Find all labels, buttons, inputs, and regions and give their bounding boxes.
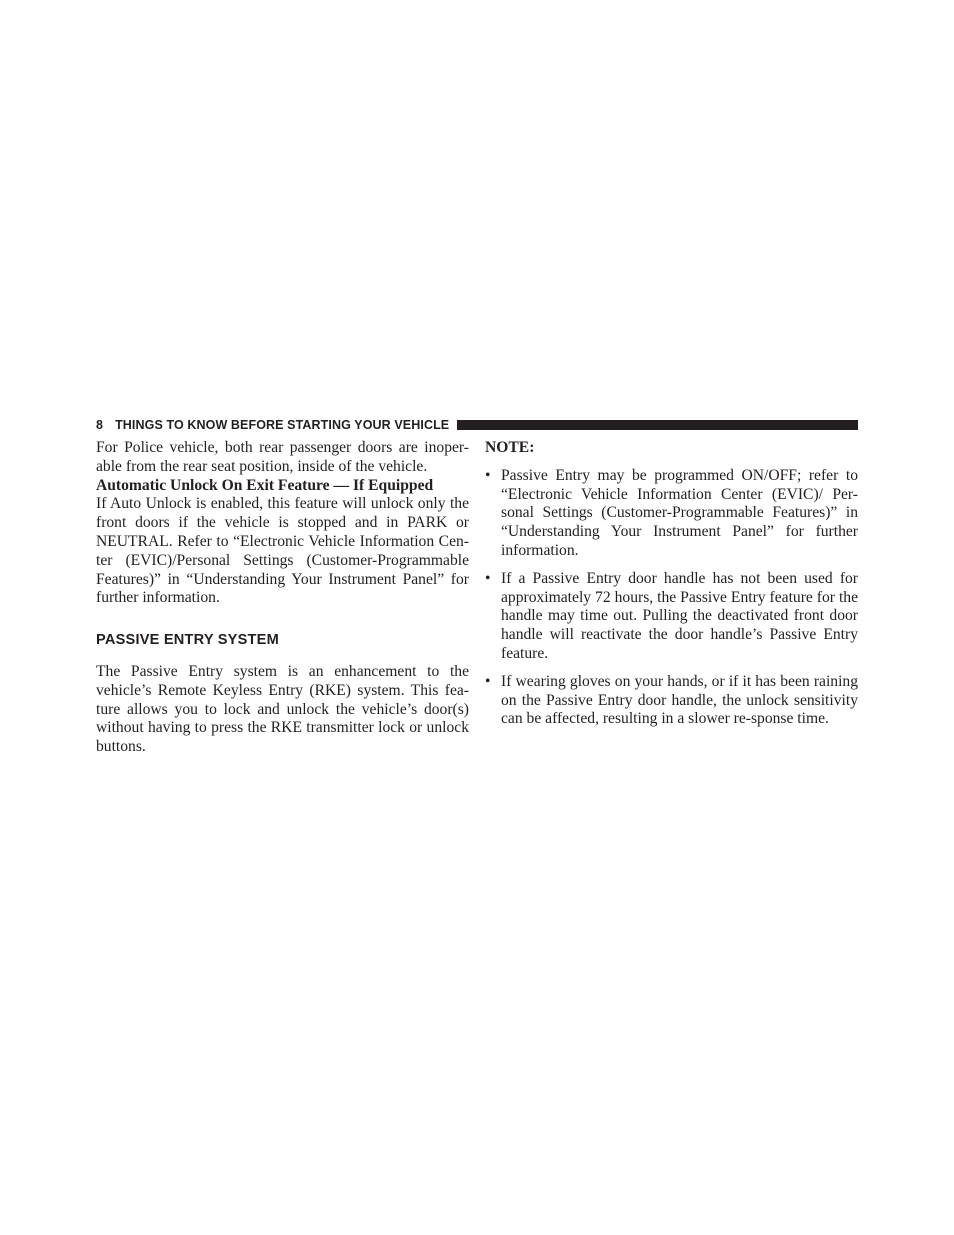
passive-entry-paragraph: The Passive Entry system is an enhancement to the vehicle’s Remote Keyless Entry (RKE) system. This fea-ture allows you to lock and unlock the vehicle’s door(s) without having to press the RKE transmitter lock or unlock buttons. [96,662,469,756]
bullet-icon: • [485,569,491,587]
list-item-text: If a Passive Entry door handle has not been used for approximately 72 hours, the Passive Entry feature for the handle may time out. Pulling the deactivated front door handle will reactivate the door handle’s Passive Entry feature. [501,569,858,662]
list-item [485,467,858,561]
police-vehicle-paragraph: For Police vehicle, both rear passenger doors are inoper-able from the rear seat position, inside of the vehicle. [96,439,469,475]
page-header [96,416,858,434]
section-title: THINGS TO KNOW BEFORE STARTING YOUR VEHICLE [115,418,450,432]
left-column [96,439,469,757]
header-rule [457,420,858,430]
bullet-icon: • [485,672,491,690]
page-number: 8 [96,418,104,432]
note-list [485,467,858,729]
list-item-text: If wearing gloves on your hands, or if it has been raining on the Passive Entry door handle, the unlock sensitivity can be affected, resulting in a slower re-sponse time. [501,672,858,728]
right-column [485,439,858,738]
list-item [485,673,858,729]
bullet-icon: • [485,466,491,484]
auto-unlock-paragraph: If Auto Unlock is enabled, this feature will unlock only the front doors if the vehicle is stopped and in PARK or NEUTRAL. Refer to “Electronic Vehicle Information Cen-ter (EVIC)/Personal Settings (Customer-Programmable Features)” in “Understanding Your Instrument Panel” for further information. [96,495,469,607]
list-item [485,570,858,664]
auto-unlock-heading: Automatic Unlock On Exit Feature — If Equipped [96,476,434,494]
list-item-text: Passive Entry may be programmed ON/OFF; refer to “Electronic Vehicle Information Center (EVIC)/ Per-sonal Settings (Customer-Programmable Features)” in “Understanding Your Instrument Panel” for further information. [501,466,858,559]
note-label: NOTE: [485,439,535,456]
passive-entry-heading: PASSIVE ENTRY SYSTEM [96,632,279,649]
